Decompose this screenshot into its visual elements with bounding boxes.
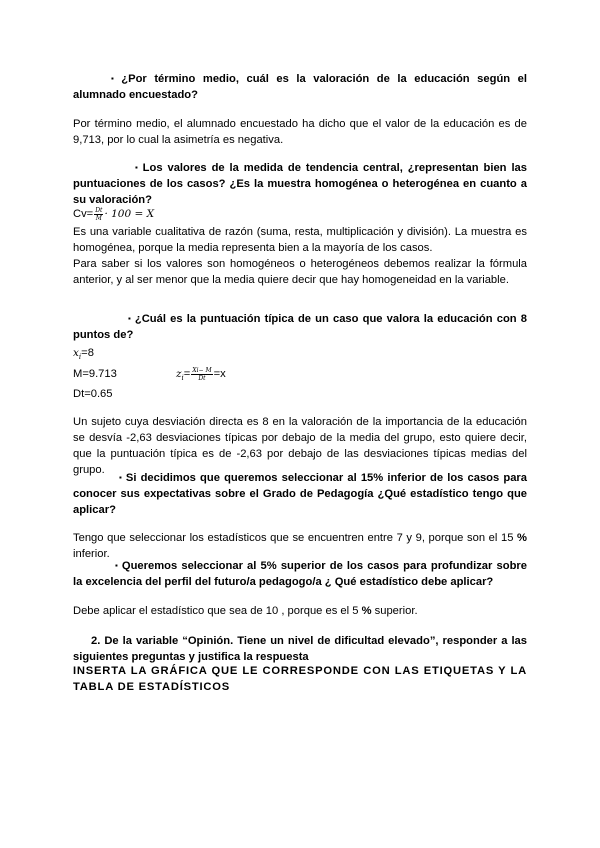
question-1-text: ¿Por término medio, cuál es la valoración de la educación según el alumnado encuestado?	[73, 73, 527, 101]
dt-value: Dt=0.65	[73, 388, 113, 400]
z-fraction	[191, 367, 212, 382]
bullet-icon: ▪	[111, 74, 119, 83]
section-2-heading: 2. De la variable “Opinión. Tiene un nivel de dificultad elevado”, responder a las siguientes preguntas y justifica la respuesta	[73, 635, 527, 663]
question-1	[73, 71, 527, 103]
answer-5-text-b: superior.	[371, 605, 418, 617]
question-3-text: ¿Cuál es la puntuación típica de un caso que valora la educación con 8 puntos de?	[73, 313, 527, 341]
cv-formula	[73, 206, 527, 222]
z-formula	[176, 366, 226, 386]
question-2	[73, 160, 527, 208]
answer-2-b: Para saber si los valores son homogéneos o heterogéneos debemos realizar la fórmula anterior, y al ser menor que la media quiere decir que hay homogeneidad en la variable.	[73, 258, 527, 286]
bullet-icon: ▪	[135, 163, 140, 172]
answer-4-percent: %	[517, 532, 527, 544]
z-suffix: =x	[213, 368, 226, 380]
answer-5	[73, 603, 527, 619]
answer-2-a: Es una variable cualitativa de razón (suma, resta, multiplicación y división). La muestra es homogénea, porque la media representa bien a la mayoría de los casos.	[73, 226, 527, 254]
question-3	[73, 311, 527, 343]
cv-fraction-num: Dt	[95, 206, 103, 214]
answer-3: Un sujeto cuya desviación directa es 8 en la valoración de la importancia de la educación se desvía -2,63 desviaciones típicas por debajo de la media del grupo, esto quiere decir, que la puntuación típica es de -2,63 por debajo de las desviaciones típicas medias del grupo.	[73, 416, 527, 476]
xi-equals: =8	[81, 347, 94, 359]
xi-symbol: x	[73, 347, 79, 359]
answer-5-text-a: Debe aplicar el estadístico que sea de 10 , porque es el 5	[73, 605, 362, 617]
z-equals-sign: =	[183, 368, 191, 380]
answer-5-percent: %	[361, 605, 372, 617]
z-subscript: i	[181, 374, 184, 382]
bullet-icon: ▪	[119, 473, 123, 482]
question-4-text: Si decidimos que queremos seleccionar al 15% inferior de los casos para conocer sus expectativas sobre el Grado de Pedagogía ¿Qué estadístico tengo que aplicar?	[73, 472, 527, 516]
question-4	[73, 470, 527, 518]
answer-4-text-b: inferior.	[73, 548, 110, 560]
xi-value	[73, 345, 94, 365]
cv-fraction	[94, 207, 103, 222]
bullet-icon: ▪	[128, 314, 132, 323]
z-symbol: z	[176, 368, 182, 380]
answer-4-text-a: Tengo que seleccionar los estadísticos que se encuentren entre 7 y 9, porque son el 15	[73, 532, 518, 544]
bullet-icon: ▪	[115, 561, 119, 570]
cv-formula-suffix: · 100 = X	[104, 208, 155, 220]
mean-value: M=9.713	[73, 368, 117, 380]
section-2-instruction: INSERTA LA GRÁFICA QUE LE CORRESPONDE CON LAS ETIQUETAS Y LA TABLA DE ESTADÍSTICOS	[73, 665, 527, 693]
question-2-text: Los valores de la medida de tendencia central, ¿representan bien las puntuaciones de los casos? ¿Es la muestra homogénea o heterogénea en cuanto a su valoración?	[73, 162, 527, 206]
question-5-text: Queremos seleccionar al 5% superior de los casos para profundizar sobre la excelencia del perfil del futuro/a pedagogo/a ¿ Qué estadístico debe aplicar?	[73, 560, 527, 588]
xi-subscript: i	[78, 353, 82, 361]
answer-1: Por término medio, el alumnado encuestado ha dicho que el valor de la educación es de 9,713, por lo cual la asimetría es negativa.	[73, 118, 527, 146]
cv-fraction-den: M	[95, 214, 102, 222]
cv-formula-prefix: Cv=	[73, 208, 94, 220]
z-fraction-num: Xi− M	[192, 366, 212, 374]
question-5	[73, 558, 527, 590]
z-fraction-den: Dt	[198, 374, 206, 382]
